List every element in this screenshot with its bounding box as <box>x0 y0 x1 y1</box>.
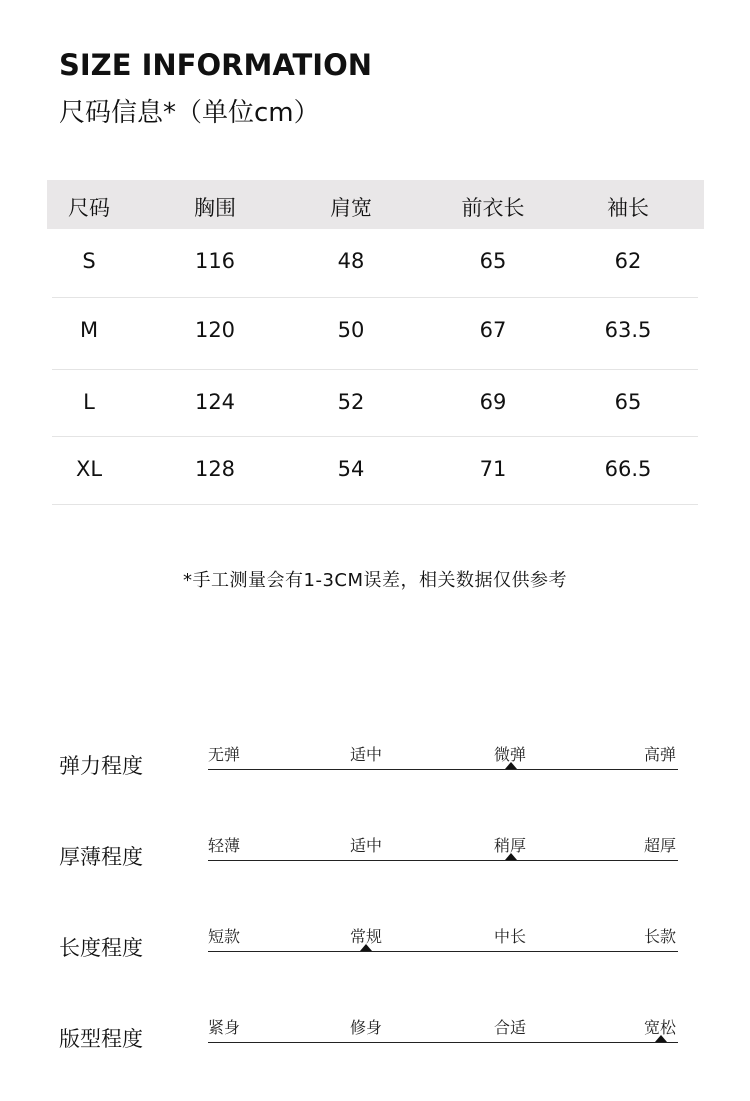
header-sleeve: 袖长 <box>607 196 649 220</box>
cell-shoulder: 50 <box>337 318 365 342</box>
scale-option: 适中 <box>350 836 383 855</box>
scale-option: 宽松 <box>644 1018 677 1037</box>
cell-sleeve: 66.5 <box>604 457 652 481</box>
title-chinese: 尺码信息*（单位cm） <box>59 98 320 128</box>
scale-option: 修身 <box>350 1018 383 1037</box>
scale-option: 微弹 <box>494 745 527 764</box>
scale-option: 适中 <box>350 745 383 764</box>
cell-length: 65 <box>479 249 507 273</box>
header-shoulder: 肩宽 <box>330 196 372 220</box>
cell-chest: 116 <box>194 249 236 273</box>
scale-elasticity <box>0 734 750 794</box>
selection-marker-icon <box>360 944 372 951</box>
header-chest: 胸围 <box>194 196 236 220</box>
scale-option: 短款 <box>208 927 241 946</box>
scale-line <box>208 860 678 861</box>
scale-length <box>0 916 750 976</box>
header-size: 尺码 <box>68 196 110 220</box>
table-row <box>52 298 698 370</box>
scale-option: 长款 <box>644 927 677 946</box>
scale-fit <box>0 1007 750 1067</box>
cell-sleeve: 62 <box>614 249 642 273</box>
cell-size: L <box>83 390 95 414</box>
scale-label: 厚薄程度 <box>59 845 143 869</box>
cell-length: 67 <box>479 318 507 342</box>
scale-label: 弹力程度 <box>59 754 143 778</box>
table-header <box>47 180 704 229</box>
scale-line <box>208 951 678 952</box>
selection-marker-icon <box>505 853 517 860</box>
cell-shoulder: 54 <box>337 457 365 481</box>
scale-option: 紧身 <box>208 1018 241 1037</box>
cell-chest: 124 <box>194 390 236 414</box>
table-row <box>52 370 698 437</box>
measurement-note: *手工测量会有1-3CM误差，相关数据仅供参考 <box>183 570 567 591</box>
title-english: SIZE INFORMATION <box>59 48 373 82</box>
scale-line <box>208 769 678 770</box>
cell-length: 71 <box>479 457 507 481</box>
scale-option: 轻薄 <box>208 836 241 855</box>
scale-option: 高弹 <box>644 745 677 764</box>
cell-sleeve: 65 <box>614 390 642 414</box>
cell-sleeve: 63.5 <box>604 318 652 342</box>
scale-option: 稍厚 <box>494 836 527 855</box>
cell-length: 69 <box>479 390 507 414</box>
scale-option: 常规 <box>350 927 383 946</box>
size-table <box>47 180 704 505</box>
cell-shoulder: 48 <box>337 249 365 273</box>
cell-chest: 128 <box>194 457 236 481</box>
selection-marker-icon <box>655 1035 667 1042</box>
scale-line <box>208 1042 678 1043</box>
scale-option: 超厚 <box>644 836 677 855</box>
cell-size: S <box>82 249 96 273</box>
scale-label: 长度程度 <box>59 936 143 960</box>
cell-size: M <box>79 318 99 342</box>
cell-chest: 120 <box>194 318 236 342</box>
table-row <box>52 229 698 298</box>
header-length: 前衣长 <box>461 196 525 220</box>
table-row <box>52 437 698 505</box>
scale-label: 版型程度 <box>59 1027 143 1051</box>
scale-thickness <box>0 825 750 885</box>
cell-shoulder: 52 <box>337 390 365 414</box>
cell-size: XL <box>75 457 103 481</box>
scale-option: 中长 <box>494 927 527 946</box>
selection-marker-icon <box>505 762 517 769</box>
scale-option: 合适 <box>494 1018 527 1037</box>
scale-option: 无弹 <box>208 745 241 764</box>
